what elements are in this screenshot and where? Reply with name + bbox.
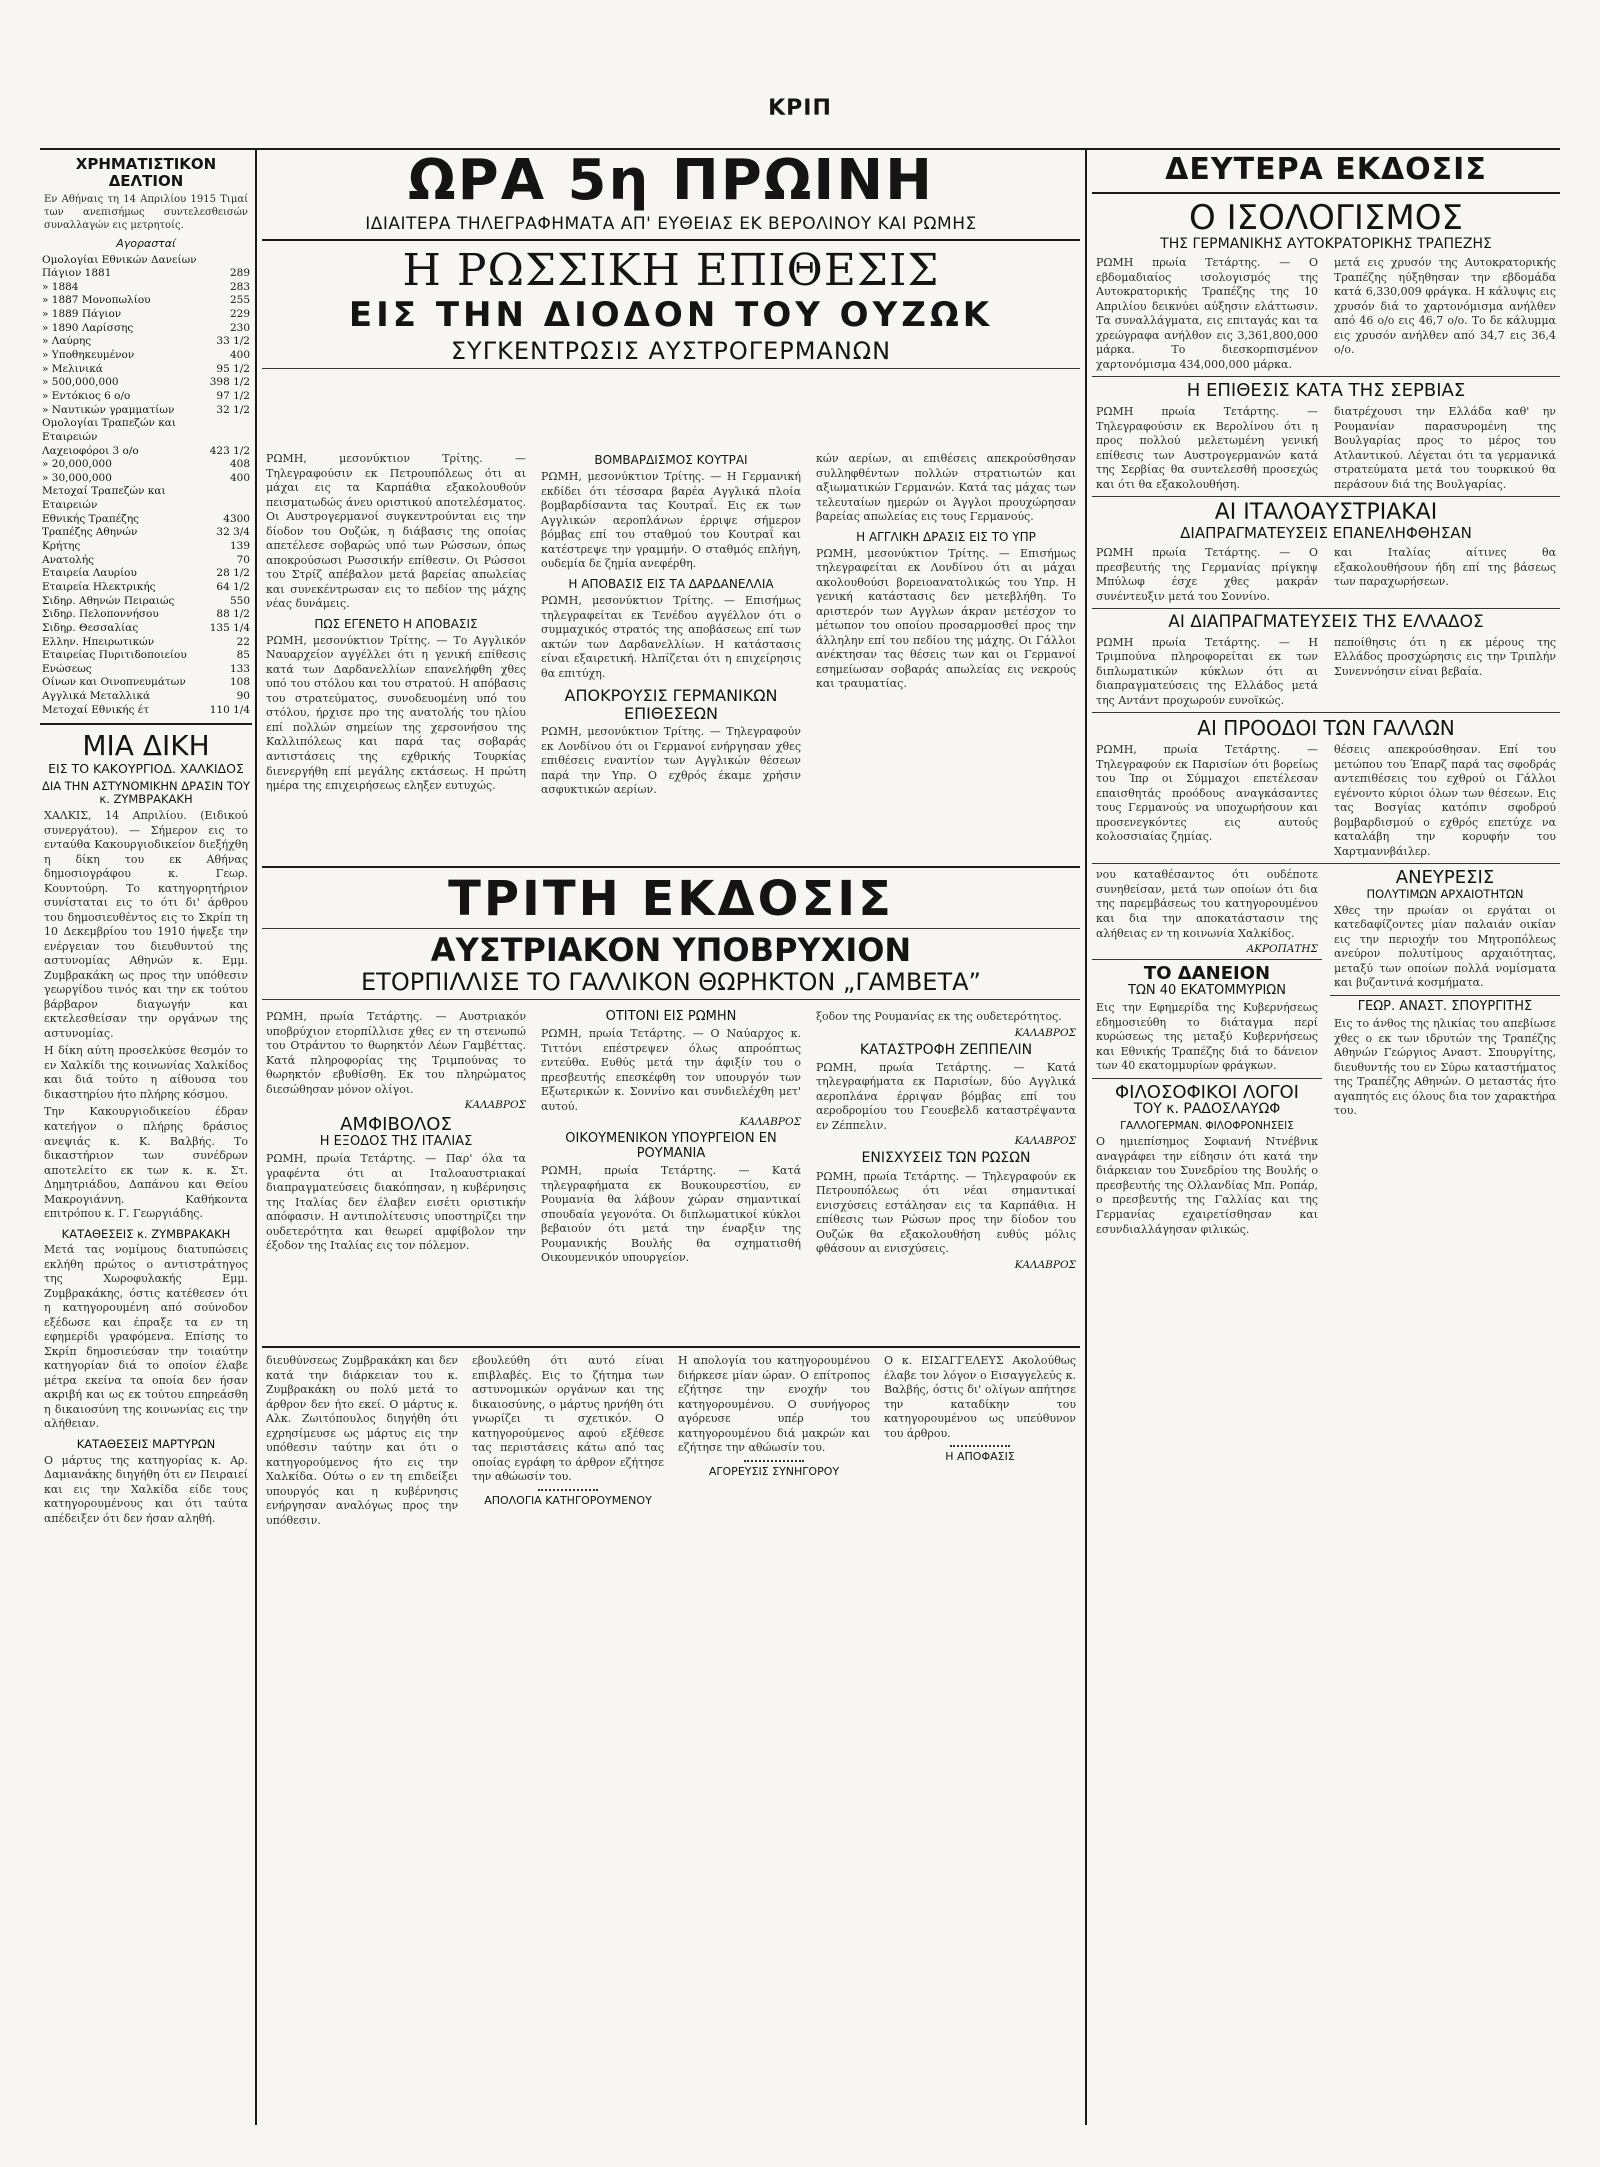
rate-label: Μετοχαί Εθνικής έτ — [42, 703, 150, 716]
russian-offensive-headline: Η ΡΩΣΣΙΚΗ ΕΠΙΘΕΣΙΣ — [402, 245, 940, 297]
rate-value: 33 1/2 — [216, 335, 250, 348]
rate-row — [40, 472, 252, 486]
rate-row — [40, 267, 252, 281]
trial-headline: ΜΙΑ ΔΙΚΗ — [82, 729, 210, 763]
defense-headline: ΑΠΟΛΟΓΙΑ ΚΑΤΗΓΟΡΟΥΜΕΝΟΥ — [484, 1493, 652, 1507]
rate-row — [40, 622, 252, 636]
trial-text-2: Η δίκη αύτη προσελκύσε θεσμόν το εν Χαλκίδι της κοινωνίας Χαλκίδος και διά τούτο η αίθουσα του δικαστηρίου ήτο πλήρης κόσμου. — [44, 1044, 248, 1101]
byline: ΚΑΛΑΒΡΟΣ — [739, 1116, 801, 1129]
rate-row — [40, 581, 252, 595]
rate-value — [200, 254, 252, 268]
greece-text-a: ΡΩΜΗ πρωία Τετάρτης. — Η Τριμπούνα πληροφορείται εκ των διπλωματικών κύκλων ότι αι διαπραγματεύσεις της Ελλάδος μετά της Αντάντ προχωρούν ευνοϊκώς. — [1096, 635, 1318, 707]
rate-label: » 1887 Μονοπωλίου — [42, 294, 151, 307]
courtrai-text: ΡΩΜΗ, μεσονύκτιον Τρίτης. — Η Γερμανική εκδίδει ότι τέσσαρα βαρέα Αγγλικά πλοία βομβαρδίσαντα τας Κουτραΐ. Εις εκ των Αγγλικών αεροπλάνων έρριψε σήμερον βόμβας επί του σταθμού του Κουτραΐ και κατέστρεψε την γραμμήν. Ο σταθμός επλήγη, ουδεμία δε ζημία ανεφέρθη. — [541, 470, 801, 571]
news-a-text-2: ΡΩΜΗ, μεσονύκτιον Τρίτης. — Το Αγγλικόν Ναυαρχείον αγγέλλει ότι η γενική επίθεσις κατά των Δαρδανελλίων επανελήφθη χθες υπό του στόλου και του στρατού. Η απόβασις του στρατεύματος, συνοδευομένη υπό του στόλου, ήρχισε προ της ανατολής του ηλίου επί πολλών σημείων της χερσονήσου της Καλλιπόλεως και παρά τας σοβαράς αντιστάσεις της εχθρικής Τουρκίας διενεργήθη επί μεγάλης εκτάσεως. Η πρώτη ημέρα της επιχειρήσεως εληξεν ευτυχώς. — [266, 633, 526, 793]
greece-negotiations-headline: ΑΙ ΔΙΑΠΡΑΓΜΑΤΕΥΣΕΙΣ ΤΗΣ ΕΛΛΑΔΟΣ — [1168, 612, 1484, 633]
banner-subhead: ΙΔΙΑΙΤΕΡΑ ΤΗΛΕΓΡΑΦΗΜΑΤΑ ΑΠ' ΕΥΘΕΙΑΣ ΕΚ ΒΕΡΟΛΙΝΟΥ ΚΑΙ ΡΩΜΗΣ — [365, 213, 977, 234]
trial-text-3: Την Κακουργιοδικείου έδραν κατεήγον ο πλήρης δράσιος ανεψιάς κ. Κ. Βαλβής. Το δικαστήριον των συνέδρων αποτελείτο εκ των κ. κ. Στ. Δημητριάδου, Δαπάνου και Θείου Μακρογιάννη. Καθήκοντα επιτρόπου κ. Γ. Γεωργιάδης. — [44, 1105, 248, 1221]
third-col-b — [537, 1010, 805, 1340]
rate-value: 255 — [229, 294, 250, 307]
rate-value: 139 — [229, 540, 250, 553]
reichsbank-headline: ΤΗΣ ΓΕΡΜΑΝΙΚΗΣ ΑΥΤΟΚΡΑΤΟΡΙΚΗΣ ΤΡΑΠΕΖΗΣ — [1160, 235, 1492, 252]
rate-value: 398 1/2 — [209, 376, 250, 389]
rate-value: 70 — [236, 553, 250, 566]
rate-value — [200, 417, 252, 444]
obituary-headline: ΓΕΩΡ. ΑΝΑΣΤ. ΣΠΟΥΡΓΙΤΗΣ — [1357, 998, 1533, 1014]
rate-label: Σιδηρ. Αθηνών Πειραιώς — [42, 594, 175, 607]
third-col-c — [812, 1010, 1080, 1340]
tittoni-text: ΡΩΜΗ, πρωία Τετάρτης. — Ο Ναύαρχος κ. Τιττόνι επέστρεψεν όλως απροόπτως εντεύθα. Ευθύς μετά την άφιξίν του ο πρεσβευτής επεσκέφθη τον υπουργόν των Εξωτερικών κ. Σοννίνο και συνδιελέχθη μετ' αυτού. — [541, 1027, 801, 1113]
bottom-text-3: Η απολογία του κατηγορουμένου διήρκεσε μίαν ώραν. Ο επίτροπος εζήτησε την ενοχήν του κατηγορουμένου. Ο συνήγορος αγόρευσε υπέρ του κατηγορουμένου διά μακρών και εζήτησε την αθώωσίν του. — [678, 1354, 870, 1455]
rate-label: Κρήτης — [42, 540, 81, 553]
byline: ΚΑΛΑΒΡΟΣ — [1014, 1135, 1076, 1148]
rate-row — [40, 445, 252, 459]
third-col-a — [262, 1010, 530, 1340]
rate-label: Αγγλικά Μεταλλικά — [42, 690, 151, 703]
rate-row — [40, 458, 252, 472]
romania-text: ΡΩΜΗ, πρωία Τετάρτης. — Κατά τηλεγραφήματα εκ Βουκουρεστίου, εν Ρουμανία θα λάβουν χώραν σημαντικαί σπουδαία γεγονότα. Οι διπλωματικοί κύκλοι βεβαιούν ότι μετά την έναρξιν της Ρουμανικής Βουλής θα σχηματισθή Οικουμενικόν υπουργείον. — [541, 1163, 801, 1265]
rate-value: 230 — [229, 321, 250, 334]
market-intro: Εν Αθήναις τη 14 Απριλίου 1915 Τιμαί των ανεπισήμως συντελεσθεισών συναλλαγών εις μετρητοίς. — [44, 194, 248, 232]
antiquities-headline: ΠΟΛΥΤΙΜΩΝ ΑΡΧΑΙΟΤΗΤΩΝ — [1366, 887, 1524, 902]
rate-label: Λαχειοφόροι 3 ο/ο — [42, 444, 139, 457]
rate-row — [40, 513, 252, 527]
rate-label: Εταιρεία Ηλεκτρικής — [42, 580, 156, 593]
dardanelles-text: ΡΩΜΗ, μεσονύκτιον Τρίτης. — Επισήμως τηλεγραφείται εκ Τενέδου αγγέλλον ότι ο συμμαχικός στρατός της αποβάσεως επί των ακτών των Δαρδανελλίων. Η κατάστασις είναι εξαιρετική. Ηλπίζεται ότι η επιχείρησις θα επιτύχη. — [541, 593, 801, 680]
news-c-text: κών αερίων, αι επιθέσεις απεκρούσθησαν συλληφθέντων πολλών στρατιωτών και αξιωματικών Γερμανών. Κατά τας μάχας των τελευταίων ημερών οι Άγγλοι προυχώρησαν βαρείας απωλείας εις τους Γερμανούς. — [816, 452, 1076, 524]
rate-row — [40, 294, 252, 308]
romania-cabinet-headline: ΟΙΚΟΥΜΕΝΙΚΟΝ ΥΠΟΥΡΓΕΙΟΝ ΕΝ ΡΟΥΜΑΝΙΑ — [565, 1131, 777, 1161]
rate-row — [40, 526, 252, 540]
franco-german-subhead: ΓΑΛΛΟΓΕΡΜΑΝ. ΦΙΛΟΦΡΟΝΗΣΕΙΣ — [1120, 1119, 1294, 1132]
third-edition-headline: ΤΡΙΤΗ ΕΚΔΟΣΙΣ — [448, 871, 894, 927]
zeppelin-headline: ΚΑΤΑΣΤΡΟΦΗ ΖΕΠΠΕΛΙΝ — [859, 1041, 1033, 1058]
masthead: ΚΡΙΠ — [768, 96, 832, 121]
rate-row — [40, 704, 252, 718]
serbia-headline: Η ΕΠΙΘΕΣΙΣ ΚΑΤΑ ΤΗΣ ΣΕΡΒΙΑΣ — [1186, 380, 1466, 402]
byline: ΚΑΛΑΒΡΟΣ — [1014, 1258, 1076, 1271]
bottom-col-1 — [262, 1354, 462, 2124]
rate-label: » 20,000,000 — [42, 458, 112, 471]
rate-label: Εταιρείας Πυριτιδοποιείου — [42, 649, 187, 662]
byline: ΚΑΛΑΒΡΟΣ — [1014, 1026, 1076, 1039]
balance-text-a: ΡΩΜΗ πρωία Τετάρτης. — Ο εβδομαδιαίος ισολογισμός της Αυτοκρατορικής Τραπέζης της 10 Απριλίου δεικνύει αύξησιν ελάττωσιν. Τα συναλλάγματα, εις επιταγάς και τα χρεώγραφα ανήλθον εις 3,361,800,000 μάρκα. Το διεσκορπισμένον χαρτονόμισμα 434,000,000 μάρκα. — [1096, 256, 1318, 371]
italy-exit-headline: Η ΕΞΟΔΟΣ ΤΗΣ ΙΤΑΛΙΑΣ — [319, 1133, 473, 1149]
rate-row — [40, 649, 252, 663]
loan-subhead: ΤΩΝ 40 ΕΚΑΤΟΜΜΥΡΙΩΝ — [1128, 982, 1286, 998]
antiquities-text: Χθες την πρωίαν οι εργάται οι κατεδαφίζοντες μίαν παλαιάν οικίαν εις την περιοχήν του Μητροπόλεως ανεύρον πολυτίμους αρχαιότητας, μεταξύ των οποίων πολλά νομίσματα και βυζαντινά κοσμήματα. — [1334, 903, 1556, 990]
rate-label: » Εντόκιος 6 ο/ο — [42, 389, 131, 402]
rate-label: » Υποθηκευμένον — [42, 349, 135, 362]
rate-value: 64 1/2 — [216, 580, 250, 593]
counsel-headline: ΑΓΟΡΕΥΣΙΣ ΣΥΝΗΓΟΡΟΥ — [708, 1464, 840, 1478]
french-text-a: ΡΩΜΗ, πρωία Τετάρτης. — Τηλεγραφούν εκ Παρισίων ότι βορείως του Ίπρ οι Σύμμαχοι επετέλεσαν επαισθητάς προόδους αναγκάσαντες τους Γερμανούς να υποχωρήσουν και προσενεγκόντες εις αυτούς κολοσσιαίας ζημίας. — [1096, 743, 1318, 844]
deposition-text: Μετά τας νομίμους διατυπώσεις εκλήθη πρώτος ο αντιστράτηγος της Χωροφυλακής Εμμ. Ζυμβρακάκης, όστις κατέθεσεν ότι η κατηγορουμένη από σούνοδον εξέδωσε και έπραξε τα εν τη εφημερίδι γραφόμενα. Επίσης το Σκρίπ δημοσιεύσαν την τοιαύτην κατηγορίαν διά το οποίον έλαβε μέτρα εκείνα τα οποία δεν ήσαν ακριβή και ως εκ τούτου επηρεάσθη η δικαιοσύνη της κοινωνίας εις την αλήθειαν. — [44, 1243, 248, 1431]
trial-text: ΧΑΛΚΙΣ, 14 Απριλίου. (Ειδικού συνεργάτου). — Σήμερον εις το ενταύθα Κακουργιοδικείον διεξήχθη η δίκη του εκ Αθήνας δημοσιογράφου κ. Γεωρ. Κουντούρη. Το κατηγορητήριον συνίσταται εις το ότι δι' άρθρου του δημοσιευθέντος εις το Σκρίπ τη 10 Δεκεμβρίου του 1910 ήψεξε την ενέργειαν του διευθυντού της αστυνομίας Αθηνών κ. Εμμ. Ζυμβρακάκη ως προς την υπόθεσιν γεωργίδου τινός και την εκ τούτου βάρβαρον διαγωγήν και εκτελεσθείσαν την οργάνων της αστυνομίας. — [44, 809, 248, 1040]
submarine-headline: ΑΥΣΤΡΙΑΚΟΝ ΥΠΟΒΡΥΧΙΟΝ — [430, 931, 912, 970]
rate-label: Μετοχαί Τραπεζών και Εταιρειών — [42, 485, 166, 512]
loan-text: Εις την Εφημερίδα της Κυβερνήσεως εδημοσιεύθη το διάταγμα περί κυρώσεως της μεταξύ Κυβερνήσεως και Εθνικής Τραπέζης διά το δάνειον των 40 εκατομμυρίων φράγκων. — [1096, 1001, 1318, 1073]
bottom-text-2: εβουλεύθη ότι αυτό είναι επιβλαβές. Εις το ζήτημα των αστυνομικών οργάνων και της δικαιοσύνης, ο μάρτυς ηρνήθη ότι γνωρίζει τι σχετικόν. Ο κατηγορούμενος αφού εξέθεσε τας περιστάσεις κάτω από τας οποίας εγράφη το άρθρον εζήτησε την αθώωσίν του. — [472, 1354, 664, 1484]
third-edition-block — [262, 860, 1080, 1004]
byline: ΑΚΡΟΠΑΤΗΣ — [1246, 943, 1318, 956]
rate-row — [40, 390, 252, 404]
rate-value: 408 — [229, 458, 250, 471]
trial-continuation — [262, 1346, 1080, 1348]
bottom-col-3 — [674, 1354, 874, 2124]
radoslavov-headline: ΤΟΥ κ. ΡΑΔΟΣΛΑΥΩΦ — [1133, 1101, 1281, 1118]
rate-value: 90 — [236, 690, 250, 703]
rate-row — [40, 608, 252, 622]
rate-value: 400 — [229, 349, 250, 362]
rate-row — [40, 254, 252, 268]
greece-text-b: πεποίθησις ότι η εκ μέρους της Ελλάδος προσχώρησις εις την Τριπλήν Συνεννόησιν είναι βεβαία. — [1334, 635, 1556, 678]
zeppelin-text: ΡΩΜΗ, πρωία Τετάρτης. — Κατά τηλεγραφήματα εκ Παρισίων, δύο Αγγλικά αεροπλάνα έρριψαν βόμβας επί του αεροδρομίου του Γεουεβελδ καταστρέψαντα εν Ζέππελιν. — [816, 1060, 1076, 1132]
rate-row — [40, 567, 252, 581]
dardanelles-headline: Η ΑΠΟΒΑΣΙΣ ΕΙΣ ΤΑ ΔΑΡΔΑΝΕΛΛΙΑ — [568, 576, 774, 591]
doubtful-headline: ΑΜΦΙΒΟΛΟΣ — [340, 1114, 452, 1136]
ypres-text: ΡΩΜΗ, μεσονύκτιον Τρίτης. — Επισήμως τηλεγραφείται εκ Λονδίνου ότι αι μάχαι ακολουθούσι βορειοανατολικώς του Υπρ. Η γενική κατάστασις δεν μετεβλήθη. Το αριστερόν των Αγγλων άκραν μετέσχον το μέτωπον του οποίου προσαρμοσθεί προς την άλληλην επί του πεδίου της μάχης. Οι Γάλλοι ανέκτησαν τας θέσεις των και οι Γερμανοί εσημείωσαν σοβαράς απωλείας εις νεκρούς και τραυματίας. — [816, 546, 1076, 691]
gambetta-headline: ΕΤΟΡΠΙΛΛΙΣΕ ΤΟ ΓΑΛΛΙΚΟΝ ΘΩΡΗΚΤΟΝ „ΓΑΜΒΕΤΑ” — [361, 967, 981, 996]
repulse-headline: ΑΠΟΚΡΟΥΣΙΣ ΓΕΡΜΑΝΙΚΩΝ ΕΠΙΘΕΣΕΩΝ — [564, 686, 778, 723]
landing-headline: ΠΩΣ ΕΓΕΝΕΤΟ Η ΑΠΟΒΑΣΙΣ — [314, 616, 478, 631]
italo-text-b: και Ιταλίας αίτινες θα εξακολουθήσουν ήδη επί της βάσεως των παραχωρήσεων. — [1334, 545, 1556, 589]
ypres-headline: Η ΑΓΓΛΙΚΗ ΔΡΑΣΙΣ ΕΙΣ ΤΟ ΥΠΡ — [856, 529, 1036, 544]
column-rule — [255, 150, 257, 2125]
center-column — [262, 150, 1080, 2125]
rate-row — [40, 308, 252, 322]
right-column — [1092, 150, 1560, 2125]
rate-value: 289 — [229, 267, 250, 280]
negotiations-resumed-headline: ΔΙΑΠΡΑΓΜΑΤΕΥΣΕΙΣ ΕΠΑΝΕΛΗΦΘΗΣΑΝ — [1180, 524, 1472, 543]
rate-value: 110 1/4 — [209, 703, 250, 716]
verdict-headline: Η ΑΠΟΦΑΣΙΣ — [945, 1450, 1015, 1464]
rate-value: 28 1/2 — [216, 567, 250, 580]
rate-row — [40, 595, 252, 609]
left-column — [40, 150, 252, 2125]
rate-value: 32 1/2 — [216, 403, 250, 416]
rate-label: » 500,000,000 — [42, 376, 119, 389]
rate-value: 133 — [229, 662, 250, 675]
uzsok-headline: ΕΙΣ ΤΗΝ ΔΙΟΔΟΝ ΤΟΥ ΟΥΖΩΚ — [348, 294, 994, 335]
bottom-text-4: Ο κ. ΕΙΣΑΓΓΕΛΕΥΣ Ακολούθως έλαβε τον λόγον ο Εισαγγελεύς κ. Βαλβής, όστις δι' ολίγων απήτησε την καταδίκην του κατηγορουμένου ως υπεύθυνον του άρθρου. — [884, 1354, 1076, 1440]
rate-label: Σιδηρ. Πελοποννήσου — [42, 608, 159, 621]
rate-row — [40, 676, 252, 690]
trial-subhead: ΕΙΣ ΤΟ ΚΑΚΟΥΡΓΙΟΔ. ΧΑΛΚΙΔΟΣ — [48, 761, 244, 777]
rate-value: 400 — [229, 471, 250, 484]
market-subhead: Αγορασταί — [116, 236, 176, 250]
rate-label: Ελλην. Ηπειρωτικών — [42, 635, 155, 648]
serbia-text-b: διατρέχουσι την Ελλάδα καθ' ην Ρουμανίαν παρασυρομένη της Βουλγαρίας προς το μέρος του Ατλαντικού. Λέγεται ότι τα γερμανικά στρατεύματα μετά του τουρκικού θα περάσουν διά της Βουλγαρίας. — [1334, 405, 1556, 491]
rate-row — [40, 417, 252, 444]
rate-row — [40, 404, 252, 418]
rate-label: Ανατολής — [42, 553, 95, 566]
rate-value: 97 1/2 — [216, 389, 250, 402]
rate-label: Εθνικής Τραπέζης — [42, 512, 140, 525]
right-lower-col-b — [1330, 868, 1560, 1237]
italy-text: ΡΩΜΗ, πρωία Τετάρτης. — Παρ' όλα τα γραφέντα ότι αι Ιταλοαυστριακαί διαπραγματεύσεις διακόπησαν, η κυβέρνησις της Ιταλίας δεν έλαβεν εισέτι οριστικήν απόφασιν. Η αντιπολίτευσις υποστηρίζει την ουδετερότητα και θεωρεί αμφίβολον την έξοδον της Ιταλίας εις τον πόλεμον. — [266, 1152, 526, 1253]
rate-row — [40, 376, 252, 390]
rate-value: 4300 — [223, 512, 250, 525]
french-progress-headline: ΑΙ ΠΡΟΟΔΟΙ ΤΩΝ ΓΑΛΛΩΝ — [1197, 716, 1455, 741]
rate-label: Ομολογίαι Εθνικών Δανείων — [42, 253, 197, 266]
rate-row — [40, 281, 252, 295]
right-lower-col-a — [1092, 868, 1322, 1237]
rate-row — [40, 349, 252, 363]
deposition-headline: ΚΑΤΑΘΕΣΕΙΣ κ. ΖΥΜΒΡΑΚΑΚΗ — [61, 1226, 231, 1241]
bottom-text-1: διευθύνσεως Ζυμβρακάκη και δεν κατά την διάρκειαν του κ. Ζυμβρακάκη ου πολύ μετά το άρθρον δεν ήτο εκεί. Ο μάρτυς κ. Αλκ. Ζωιτόπουλος διηγήθη ότι εχρησίμευσε ως μάρτυς εις την υπόθεσιν ταύτην και ότι ο κατηγορούμενος ήτο εις την Χαλκίδα. Ούτω ο εν τη επιδείξει υπουργός και η κυβέρνησις ενήργησαν αναλόγως προς την υπόθεσιν. — [266, 1354, 458, 1527]
rate-value — [200, 485, 252, 512]
balance-text-b: μετά εις χρυσόν της Αυτοκρατορικής Τραπέζης ηύξηθησαν την εβδομάδα κατά 6,330,009 φράγκα. Η κάλυψις εις χρυσόν διά το χαρτονόμισμα ανήλθεν από 46 ο/ο εις 46,7 ο/ο. Το δε κάλυμμα εις χρυσόν ανήλθεν από 34,7 εις 36,4 ο/ο. — [1334, 256, 1556, 357]
rate-label: Οίνων και Οινοπνευμάτων — [42, 676, 186, 689]
philosophical-headline: ΦΙΛΟΣΟΦΙΚΟΙ ΛΟΓΟΙ — [1115, 1081, 1299, 1103]
rate-label: » Μελινικά — [42, 362, 103, 375]
rate-label: » Λαύρης — [42, 335, 92, 348]
courtrai-headline: ΒΟΜΒΑΡΔΙΣΜΟΣ ΚΟΥΤΡΑΙ — [594, 453, 748, 467]
romania-text-cont: ξοδον της Ρουμανίας εκ της ουδετερότητος. — [816, 1010, 1062, 1023]
reinforcements-text: ΡΩΜΗ, πρωία Τετάρτης. — Τηλεγραφούν εκ Πετρουπόλεως ότι νέαι σημαντικαί ενισχύσεις εστάλησαν εις τα Καρπάθια. Η επίθεσις των Ρώσων προς την δίοδον του Ουζώκ θα εξακολουθήση ευθύς μόλις φθάσουν αι ενισχύσεις. — [816, 1169, 1076, 1256]
rate-row — [40, 540, 252, 554]
rate-value: 108 — [229, 676, 250, 689]
witness-text: Ο μάρτυς της κατηγορίας κ. Αρ. Δαμιανάκης διηγήθη ότι εν Πειραιεί και εις την Χαλκίδα είδε τους κατηγορουμένους και ότι ταύτα απέδειξεν ότι δεν ήσαν αληθή. — [44, 1453, 248, 1525]
rate-label: Τραπέζης Αθηνών — [42, 526, 138, 539]
column-rule — [1085, 150, 1087, 2125]
rates-table — [40, 254, 252, 718]
rate-label: » 1884 — [42, 280, 79, 293]
news-col-b — [537, 452, 805, 852]
rate-label: » 1889 Πάγιον — [42, 308, 122, 321]
rate-label: Σιδηρ. Θεσσαλίας — [42, 621, 139, 634]
rate-row — [40, 335, 252, 349]
concentration-headline: ΣΥΓΚΕΝΤΡΩΣΙΣ ΑΥΣΤΡΟΓΕΡΜΑΝΩΝ — [450, 336, 892, 365]
bottom-col-2 — [468, 1354, 668, 2124]
rate-value: 88 1/2 — [216, 608, 250, 621]
rate-label: Ενώσεως — [42, 662, 92, 675]
rate-value: 423 1/2 — [209, 444, 250, 457]
russian-reinforcements-headline: ΕΝΙΣΧΥΣΕΙΣ ΤΩΝ ΡΩΣΩΝ — [861, 1150, 1031, 1167]
rate-label: Ομολογίαι Τραπεζών και Εταιρειών — [42, 417, 177, 443]
rate-value: 550 — [229, 594, 250, 607]
rate-row — [40, 690, 252, 704]
rate-value: 95 1/2 — [216, 362, 250, 375]
submarine-text: ΡΩΜΗ, πρωία Τετάρτης. — Αυστριακόν υποβρύχιον ετορπίλλισε χθες εν τη στενωπώ του Οτράντου το θωρηκτόν Λέων Γαμβέττας. Κατά πληροφορίας της Τριμπούνας το θωρηκτόν εβυθίσθη. Εκ του πληρώματος διεσώθησαν μόνον ολίγοι. — [266, 1010, 526, 1096]
news-col-a — [262, 452, 530, 852]
rate-row — [40, 322, 252, 336]
bottom-col-4 — [880, 1354, 1080, 2124]
news-col-c — [812, 452, 1080, 852]
rate-value: 22 — [236, 635, 250, 648]
french-text-b: θέσεις απεκρούσθησαν. Επί του μετώπου του Έπαρζ παρά τας σφοδράς αντεπιθέσεις του εχθρού οι Γάλλοι εγένοντο κύριοι όλων των θέσεων. Εις τας Βοσγίας κατόπιν σφοδρού βομβαρδισμού ο εχθρός επετύχε να καταλάβη την κορυφήν του Χαρτμαννβάιλερ. — [1334, 743, 1556, 858]
italo-austrian-headline: ΑΙ ΙΤΑΛΟΑΥΣΤΡΙΑΚΑΙ — [1214, 500, 1438, 526]
rate-value: 229 — [229, 308, 250, 321]
rate-value: 283 — [229, 280, 250, 293]
repulse-text: ΡΩΜΗ, μεσονύκτιον Τρίτης. — Τηλεγραφούν εκ Λονδίνου ότι οι Γερμανοί ενήργησαν χθες επιθέσεις εναντίον των Αγγλικών θέσεων παρά την Υπρ. Ο εχθρός έκαμε χρήσιν ασφυκτικών αερίων. — [541, 725, 801, 797]
rate-value: 32 3/4 — [216, 526, 250, 539]
rate-label: » 30,000,000 — [42, 471, 112, 484]
philosophical-text: Ο ημιεπίσημος Σοφιανή Ντνέβνικ αναγράφει την είδησιν ότι κατά την διάρκειαν του Συνεδρίου της Βουλής ο πρεσβευτής της Ολλανδίας Μπ. Ροπάρ, ο πρεσβευτής της Γαλλίας και της Γερμανίας εχαιρετίσθησαν και εσυνδιαλλάγησαν φιλικώς. — [1096, 1135, 1318, 1236]
rate-row — [40, 663, 252, 677]
rate-row — [40, 485, 252, 512]
italo-text-a: ΡΩΜΗ πρωία Τετάρτης. — Ο πρεσβευτής της Γερμανίας πρίγκηψ Μπύλωφ έσχε χθες μακράν συνέντευξιν μετά του Σοννίνο. — [1096, 545, 1318, 603]
market-bulletin-title: ΧΡΗΜΑΤΙΣΤΙΚΟΝ ΔΕΛΤΙΟΝ — [75, 155, 217, 190]
rate-label: » Ναυτικών γραμματίων — [42, 403, 175, 416]
byline: ΚΑΛΑΒΡΟΣ — [464, 1099, 526, 1112]
news-a-text: ΡΩΜΗ, μεσονύκτιον Τρίτης. — Τηλεγραφούσιν εκ Πετρουπόλεως ότι αι μάχαι εις τα Καρπάθια εξακολουθούν πεισματωδώς άνευ οριστικού αποτελέσματος. Οι Αυστρογερμανοί συγκεντρούνται εις την δίοδον του Ουζώκ, η διάβασις της οποίας απετέλεσε σοβαρώς υπό των Ρώσσων, όπως αποκρούσωσι Ρωσσικήν επίθεσιν. Οι Ρώσσοι του Στρίζ απέβαλον μετά βαρείας απωλείας και συνεκέντρωσαν εις το πεδίον της μάχης νέας δυνάμεις. — [266, 452, 526, 611]
rate-label: » 1890 Λαρίσσης — [42, 321, 134, 334]
serbia-text-a: ΡΩΜΗ πρωία Τετάρτης. — Τηλεγραφούσιν εκ Βερολίνου ότι η προς πολλού μελετωμένη γενική επίθεσις των Αυστρογερμανών κατά της Σερβίας θα συντελεσθή προσεχώς και ότι θα εξακολουθήση. — [1096, 405, 1318, 491]
deposition-continuation: νου καταθέσαντος ότι ουδέποτε συνηθείσαν, μετά των οποίων ότι δια της παρεμβάσεως του κατηγορουμένου και δια την αποκατάστασιν της αλήθειας εν τη κοινωνία Χαλκίδος. — [1096, 868, 1318, 940]
rate-value: 85 — [236, 649, 250, 662]
trial-subhead-2: ΔΙΑ ΤΗΝ ΑΣΤΥΝΟΜΙΚΗΝ ΔΡΑΣΙΝ ΤΟΥ κ. ΖΥΜΒΡΑΚΑΚΗ — [42, 778, 250, 806]
rate-row — [40, 554, 252, 568]
rate-row — [40, 636, 252, 650]
tittoni-headline: ΟΤΙΤΟΝΙ ΕΙΣ ΡΩΜΗΝ — [605, 1010, 737, 1024]
loan-headline: ΤΟ ΔΑΝΕΙΟΝ — [1143, 963, 1271, 985]
banner-headline: ΩΡΑ 5η ΠΡΩΙΝΗ — [408, 150, 934, 213]
witness-headline: ΚΑΤΑΘΕΣΕΙΣ ΜΑΡΤΥΡΩΝ — [76, 1436, 216, 1451]
rate-label: Πάγιον 1881 — [42, 267, 112, 280]
second-edition-headline: ΔΕΥΤΕΡΑ ΕΚΔΟΣΙΣ — [1165, 152, 1487, 187]
rate-label: Εταιρεία Λαυρίου — [42, 567, 137, 580]
rate-row — [40, 363, 252, 377]
balance-sheet-headline: Ο ΙΣΟΛΟΓΙΣΜΟΣ — [1189, 197, 1463, 238]
obituary-text: Εις το άνθος της ηλικίας του απεβίωσε χθες ο εκ των ιδρυτών της Τραπέζης Αθηνών Γεώργιος Αναστ. Σπουργίτης, διευθυντής του εν Σύρω καταστήματος της Τραπέζης Αθηνών. Ο μεταστάς ήτο αγαπητός εις όλους δια τον χαρακτήρα του. — [1334, 1017, 1556, 1118]
rate-value: 135 1/4 — [209, 621, 250, 634]
discovery-headline: ΑΝΕΥΡΕΣΙΣ — [1395, 867, 1495, 889]
